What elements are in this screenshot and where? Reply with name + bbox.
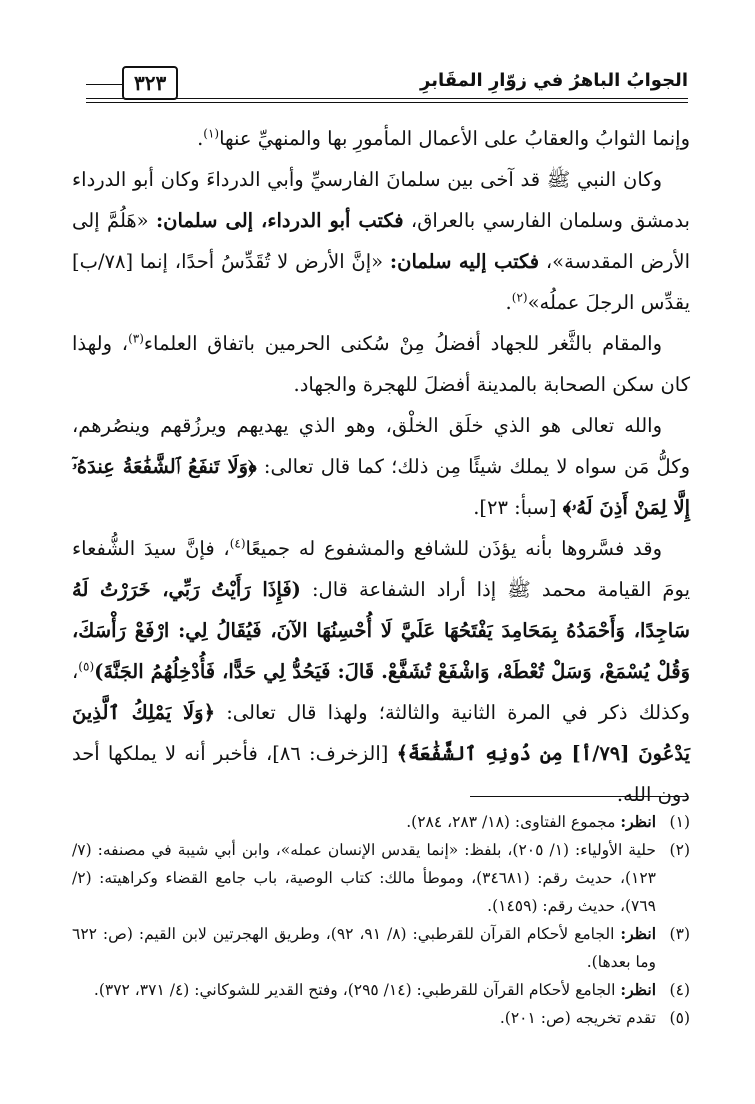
footnote-ref-3[interactable]: (٣) bbox=[128, 331, 144, 346]
footnote-number: (٥) bbox=[669, 1009, 690, 1027]
footnote: (٢) حلية الأولياء: (١/ ٢٠٥)، بلفظ: «إنما يقدس الإنسان عمله»، وابن أبي شيبة في مصنفه: (٧/ ١٢٣)، حديث رقم: (٣٤٦٨١)، وموطأ مالك: كتاب الوصية، باب جامع القضاء وكراهيته: (٢/ ٧٦٩)، حديث رقم: (١٤٥٩). bbox=[72, 836, 690, 920]
footnote: (٥) تقدم تخريجه (ص: ٢٠١). bbox=[72, 1004, 690, 1032]
footnote: (١) انظر: مجموع الفتاوى: (١٨/ ٢٨٣، ٢٨٤). bbox=[72, 808, 690, 836]
footnote-ref-4[interactable]: (٤) bbox=[229, 536, 246, 551]
paragraph-4: والله تعالى هو الذي خلَق الخلْق، وهو الذي يهديهم ويرزُقهم وينصُرهم، وكلُّ مَن سواه لا يملك شيئًا مِن ذلك؛ كما قال تعالى: ﴿وَلَا تَنفَعُ ٱلشَّفَٰعَةُ عِندَهُۥٓ إِلَّا لِمَنْ أَذِنَ لَهُۥ﴾ [سبأ: ٢٣]. bbox=[72, 414, 690, 519]
footnote-number: (٣) bbox=[669, 925, 690, 943]
paragraph-1: وإنما الثوابُ والعقابُ على الأعمال المأمورِ بها والمنهيِّ عنها$^{(١)}$. bbox=[197, 126, 690, 150]
paragraph-5: وقد فسَّروها بأنه يؤذَن للشافع والمشفوع له جميعًا$^{(٤)}$، فإنَّ سيدَ الشُّفعاء يومَ القيامة محمد ﷺ إذا أراد الشفاعة قال: (فَإِذَا رَأَيْتُ رَبِّي، خَرَرْتُ لَهُ سَاجِدًا، وَأَحْمَدُهُ بِمَحَامِدَ يَفْتَحُهَا عَلَيَّ لَا أُحْسِنُهَا الآنَ، فَيُقَالُ لِي: ارْفَعْ رَأْسَكَ، وَقُلْ يُسْمَعْ، وَسَلْ تُعْطَهْ، وَاشْفَعْ تُشَفَّعْ. قَالَ: فَيَحُدُّ لِي حَدًّا، فَأُدْخِلُهُمُ الجَنَّةَ)$^{(٥)}$، وكذلك ذكر في المرة الثانية والثالثة؛ ولهذا قال تعالى: ﴿وَلَا يَمْلِكُ ٱلَّذِينَ يَدْعُونَ [٧٩/أ] مِن دُونِهِ ٱلشَّفَٰعَةَ﴾ [الزخرف: ٨٦]، فأخبر أنه لا يملكها أحد دون الله. bbox=[72, 536, 691, 806]
paragraph-2: وكان النبي ﷺ قد آخى بين سلمانَ الفارسيِّ وأبي الدرداءَ وكان أبو الدرداء بدمشق وسلمان الفارسي بالعراق، فكتب أبو الدرداء، إلى سلمان: «هَلُمَّ إلى الأرض المقدسة»، فكتب إليه سلمان: «إنَّ الأرض لا تُقَدِّسُ أحدًا، إنما [٧٨/ب] يقدِّس الرجلَ عملُه»$^{(٢)}$. bbox=[72, 168, 690, 314]
footnote: (٣) انظر: الجامع لأحكام القرآن للقرطبي: (٨/ ٩١، ٩٢)، وطريق الهجرتين لابن القيم: (ص: ٦٢٢ وما بعدها). bbox=[72, 920, 690, 976]
paragraph-3: والمقام بالثَّغر للجهاد أفضلُ مِنْ سُكنى الحرمين باتفاق العلماء$^{(٣)}$، ولهذا كان سكن الصحابة بالمدينة أفضلَ للهجرة والجهاد. bbox=[72, 331, 690, 396]
quran-verse-1: ﴿وَلَا تَنفَعُ ٱلشَّفَٰعَةُ عِندَهُۥٓ إِلَّا لِمَنْ أَذِنَ لَهُۥ﴾ bbox=[72, 455, 690, 519]
footnote-number: (٤) bbox=[669, 981, 690, 999]
footnote-ref-2[interactable]: (٢) bbox=[511, 290, 528, 305]
hadith-quote: (فَإِذَا رَأَيْتُ رَبِّي، خَرَرْتُ لَهُ سَاجِدًا، وَأَحْمَدُهُ بِمَحَامِدَ يَفْتَحُهَا عَلَيَّ لَا أُحْسِنُهَا الآنَ، فَيُقَالُ لِي: ارْفَعْ رَأْسَكَ، وَقُلْ يُسْمَعْ، وَسَلْ تُعْطَهْ، وَاشْفَعْ تُشَفَّعْ. قَالَ: فَيَحُدُّ لِي حَدًّا، فَأُدْخِلُهُمُ الجَنَّةَ) bbox=[72, 578, 690, 683]
page-header bbox=[86, 66, 688, 106]
header-rule-left bbox=[86, 84, 122, 85]
footnote-number: (٢) bbox=[669, 841, 690, 859]
footnote-ref-5[interactable]: (٥) bbox=[78, 659, 95, 674]
footnote-number: (١) bbox=[669, 813, 690, 831]
quran-verse-2: ﴿وَلَا يَمْلِكُ ٱلَّذِينَ يَدْعُونَ [٧٩/أ] مِن دُونِهِ ٱلشَّفَٰعَةَ﴾ bbox=[72, 701, 690, 765]
main-text bbox=[72, 118, 690, 815]
footnote: (٤) انظر: الجامع لأحكام القرآن للقرطبي: (١٤/ ٢٩٥)، وفتح القدير للشوكاني: (٤/ ٣٧١، ٣٧٢). bbox=[72, 976, 690, 1004]
footnotes bbox=[72, 808, 690, 1032]
running-title: الجوابُ الباهرُ في زوّارِ المقَابرِ bbox=[420, 70, 688, 91]
footnote-separator bbox=[470, 796, 688, 797]
header-rule-bottom bbox=[86, 102, 688, 103]
footnote-ref-1[interactable]: (١) bbox=[203, 126, 220, 141]
page-number: ٣٢٣ bbox=[122, 66, 178, 100]
